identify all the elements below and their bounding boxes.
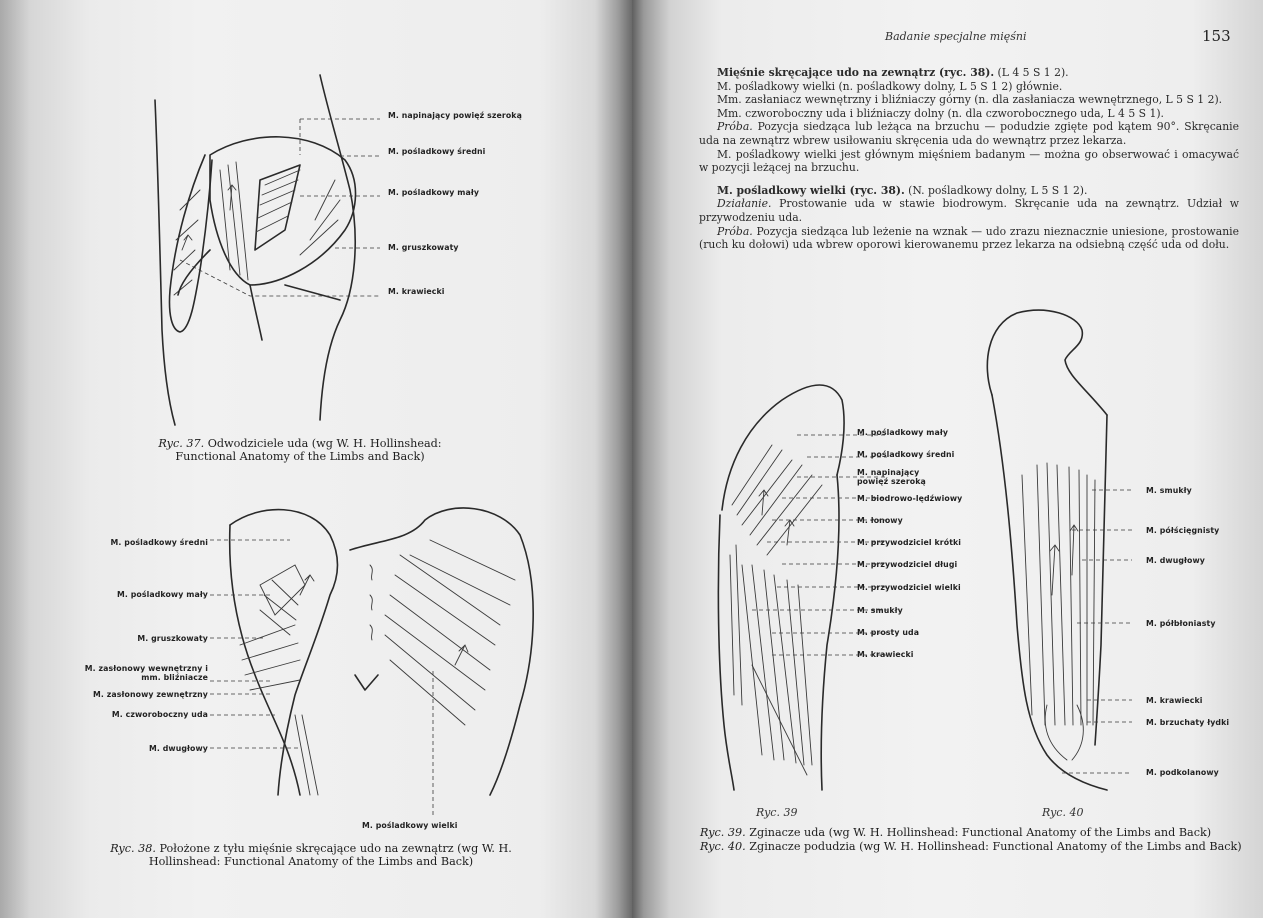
sec1-proba: [699, 120, 1239, 147]
fig39-label-3: M. napinający powięź szeroką: [857, 468, 926, 486]
fig39-label-6: M. przywodziciel krótki: [857, 538, 962, 547]
fig38-illustration: [200, 495, 560, 825]
sec1-heading-line: [699, 66, 1239, 80]
sec2-heading: M. pośladkowy wielki (ryc. 38).: [717, 183, 905, 197]
sec1-line-3: Mm. czworoboczny uda i bliźniaczy dolny (n. dla czworobocznego uda, L 4 5 S 1).: [717, 106, 1164, 120]
right-page: [632, 0, 1263, 918]
fig37-caption-prefix: Ryc. 37.: [158, 437, 205, 450]
sec1-note: M. pośladkowy wielki jest głównym mięśniem badanym — można go obserwować i omacywać w pozycji leżącej na brzuchu.: [699, 147, 1239, 175]
fig39-label-10: M. prosty uda: [857, 628, 920, 637]
fig40-label-6: M. brzuchaty łydki: [1146, 718, 1230, 727]
fig38-caption: [78, 842, 544, 868]
fig39-label-4: M. biodrowo-lędźwiowy: [857, 494, 963, 503]
fig37-label-3: M. pośladkowy mały: [388, 188, 480, 197]
fig39-label-2: M. pośladkowy średni: [857, 450, 955, 459]
fig38-label-bottom: M. pośladkowy wielki: [362, 821, 458, 830]
fig39-ryc-label: Ryc. 39: [756, 806, 798, 819]
sec2-proba-text: Pozycja siedząca lub leżenie na wznak — udo zrazu nieznacznie uniesione, prostowanie (ruch ku dołowi) uda wbrew oporowi kierowanemu przez lekarza na odsiebną część uda od dołu.: [699, 224, 1239, 252]
fig39-label-8: M. przywodziciel wielki: [857, 583, 961, 592]
fig38-label-1: M. pośladkowy średni: [110, 538, 208, 547]
sec2-heading-ref: (N. pośladkowy dolny, L 5 S 1 2).: [908, 183, 1088, 197]
fig40-label-4: M. półbłoniasty: [1146, 619, 1216, 628]
fig39-label-1: M. pośladkowy mały: [857, 428, 949, 437]
fig38-label-5: M. zasłonowy zewnętrzny: [93, 690, 208, 699]
fig38-label-3: M. gruszkowaty: [137, 634, 208, 643]
fig40-label-7: M. podkolanowy: [1146, 768, 1219, 777]
sec2-dzialanie-label: Działanie.: [717, 197, 772, 211]
fig38-caption-text: Położone z tyłu mięśnie skręcające udo na zewnątrz (wg W. H. Hollinshead: Functional Anatomy of the Limbs and Back): [148, 842, 512, 868]
sec2-dzialanie: [699, 197, 1239, 224]
fig39-label-5: M. łonowy: [857, 516, 903, 525]
fig38-label-2: M. pośladkowy mały: [116, 590, 208, 599]
fig40-label-2: M. półścięgnisty: [1146, 526, 1220, 535]
fig38-caption-prefix: Ryc. 38.: [110, 842, 156, 855]
fig37-illustration: [150, 70, 390, 430]
fig39-caption: [700, 826, 1245, 839]
sec1-heading: Mięśnie skręcające udo na zewnątrz (ryc. 38).: [717, 66, 995, 79]
fig38-label-6: M. czworoboczny uda: [111, 710, 208, 719]
fig40-label-3: M. dwugłowy: [1146, 556, 1205, 565]
fig37-label-2: M. pośladkowy średni: [388, 147, 486, 156]
sec2-proba: [699, 225, 1239, 252]
fig37-label-4: M. gruszkowaty: [388, 243, 459, 252]
page-number: 153: [1202, 27, 1231, 45]
fig39-caption-prefix: Ryc. 39.: [700, 826, 746, 839]
sec1-proba-text: Pozycja siedząca lub leżąca na brzuchu — podudzie zgięte pod kątem 90°. Skręcanie uda na zewnątrz wbrew usiłowaniu skręcenia uda do wewnątrz przez lekarza.: [699, 120, 1239, 147]
fig40-caption-prefix: Ryc. 40.: [700, 840, 746, 853]
sec1-heading-ref: (L 4 5 S 1 2).: [997, 66, 1069, 79]
sec1-line-1: M. pośladkowy wielki (n. pośladkowy dolny, L 5 S 1 2) głównie.: [717, 79, 1063, 93]
sec2-dzialanie-text: Prostowanie uda w stawie biodrowym. Skręcanie uda na zewnątrz. Udział w przywodzeniu uda.: [699, 197, 1239, 224]
fig40-caption: [700, 840, 1245, 853]
fig39-label-11: M. krawiecki: [857, 650, 914, 659]
fig37-caption-text: Odwodziciele uda (wg W. H. Hollinshead: Functional Anatomy of the Limbs and Back): [175, 437, 442, 463]
running-head: Badanie specjalne mięśni: [885, 30, 1027, 43]
fig37-label-1: M. napinający powięź szeroką: [388, 111, 522, 120]
body-text: [699, 66, 1239, 252]
sec2-proba-label: Próba.: [717, 224, 753, 238]
fig38-label-4: M. zasłonowy wewnętrzny i mm. bliźniacze: [84, 664, 208, 682]
sec1-line-2: Mm. zasłaniacz wewnętrzny i bliźniaczy górny (n. dla zasłaniacza wewnętrznego, L 5 S 1 2).: [717, 93, 1223, 107]
fig40-label-5: M. krawiecki: [1146, 696, 1203, 705]
fig40-label-1: M. smukły: [1146, 486, 1192, 495]
fig40-ryc-label: Ryc. 40: [1042, 806, 1084, 819]
fig40-illustration: [977, 305, 1157, 795]
sec2-heading-line: [699, 184, 1239, 198]
sec1-proba-label: Próba.: [717, 120, 753, 134]
fig39-caption-text: Zginacze uda (wg W. H. Hollinshead: Functional Anatomy of the Limbs and Back): [749, 826, 1212, 839]
fig38-label-7: M. dwugłowy: [149, 744, 208, 753]
fig37-label-5: M. krawiecki: [388, 287, 445, 296]
fig39-label-7: M. przywodziciel długi: [857, 560, 958, 569]
fig39-label-9: M. smukły: [857, 606, 903, 615]
fig40-caption-text: Zginacze podudzia (wg W. H. Hollinshead: Functional Anatomy of the Limbs and Back): [749, 840, 1242, 853]
fig37-caption: [130, 437, 470, 463]
